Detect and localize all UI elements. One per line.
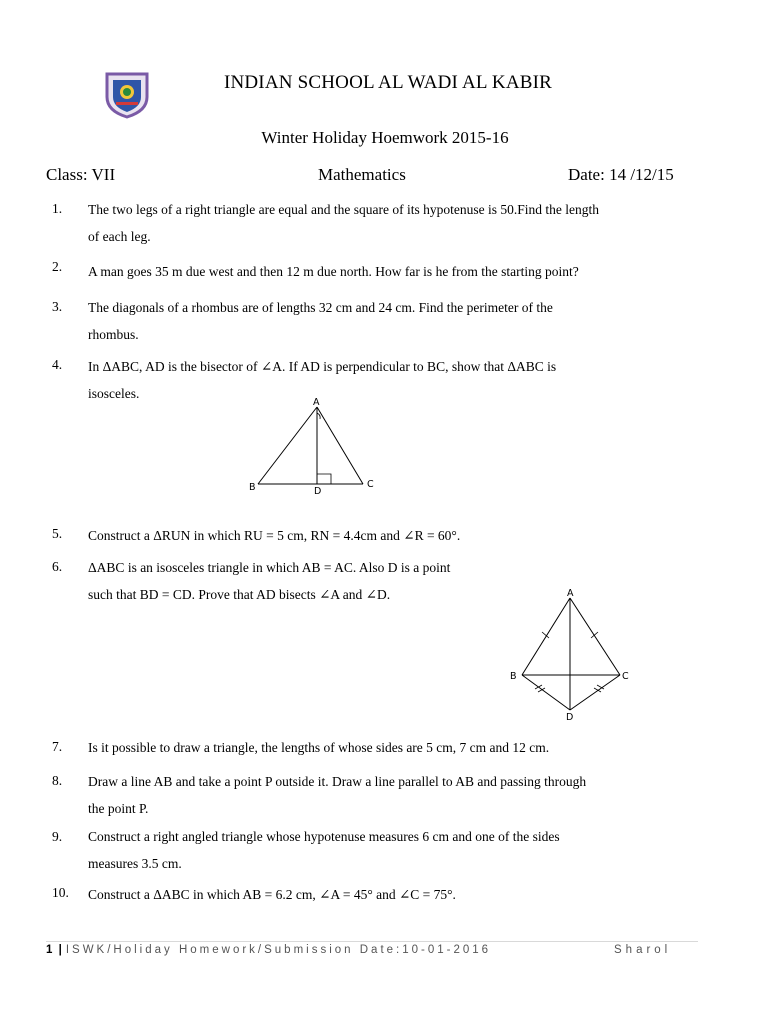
question-line: The diagonals of a rhombus are of lengths 32 cm and 24 cm. Find the perimeter of the bbox=[88, 300, 553, 315]
question-text bbox=[88, 823, 560, 877]
question-number: 10. bbox=[52, 885, 69, 900]
question-line: A man goes 35 m due west and then 12 m due north. How far is he from the starting point? bbox=[88, 264, 579, 279]
question-line: ΔABC is an isosceles triangle in which AB = AC. Also D is a point bbox=[88, 560, 451, 575]
question-text bbox=[88, 258, 579, 285]
side-ab bbox=[258, 407, 317, 484]
question-text bbox=[88, 196, 599, 250]
school-name: INDIAN SCHOOL AL WADI AL KABIR bbox=[223, 72, 553, 93]
vertex-c-label: C bbox=[622, 671, 629, 682]
question-line: such that BD = CD. Prove that AD bisects ∠A and ∠D. bbox=[88, 587, 391, 602]
question-number: 7. bbox=[52, 739, 63, 754]
question-line: Draw a line AB and take a point P outside it. Draw a line parallel to AB and passing through bbox=[88, 774, 587, 789]
question-line: In ΔABC, AD is the bisector of ∠A. If AD is perpendicular to BC, show that ΔABC is bbox=[88, 359, 557, 374]
question-number: 3. bbox=[52, 299, 63, 314]
side-ac bbox=[570, 598, 620, 675]
page-footer bbox=[46, 944, 491, 956]
question-line: measures 3.5 cm. bbox=[88, 856, 182, 871]
question-text bbox=[88, 554, 450, 608]
question-text bbox=[88, 522, 460, 549]
question-line: the point P. bbox=[88, 801, 149, 816]
vertex-b-label: B bbox=[249, 482, 256, 493]
vertex-a-label: A bbox=[567, 588, 574, 599]
question-number: 4. bbox=[52, 357, 63, 372]
vertex-b-label: B bbox=[510, 671, 517, 682]
question-line: The two legs of a right triangle are equal and the square of its hypotenuse is 50.Find the length bbox=[88, 202, 599, 217]
footer-separator: | bbox=[58, 944, 62, 956]
side-ac bbox=[317, 407, 363, 484]
question-number: 5. bbox=[52, 526, 63, 541]
question-text bbox=[88, 294, 553, 348]
question-text bbox=[88, 768, 586, 822]
side-ab bbox=[522, 598, 570, 675]
vertex-d-label: D bbox=[566, 712, 574, 722]
question-line: of each leg. bbox=[88, 229, 151, 244]
right-angle-mark bbox=[317, 474, 331, 484]
side-cd bbox=[570, 675, 620, 710]
question-number: 6. bbox=[52, 559, 63, 574]
vertex-c-label: C bbox=[367, 479, 374, 490]
question-line: rhombus. bbox=[88, 327, 139, 342]
kite-figure bbox=[502, 586, 638, 722]
vertex-a-label: A bbox=[313, 397, 320, 408]
page-number: 1 bbox=[46, 944, 53, 956]
question-text bbox=[88, 881, 456, 908]
question-number: 2. bbox=[52, 259, 63, 274]
question-number: 1. bbox=[52, 201, 63, 216]
footer-text: ISWK/Holiday Homework/Submission Date:10-01-2016 bbox=[65, 944, 492, 956]
question-number: 9. bbox=[52, 829, 63, 844]
question-line: Is it possible to draw a triangle, the lengths of whose sides are 5 cm, 7 cm and 12 cm. bbox=[88, 740, 550, 755]
question-line: Construct a ΔRUN in which RU = 5 cm, RN = 4.4cm and ∠R = 60°. bbox=[88, 528, 461, 543]
question-line: Construct a ΔABC in which AB = 6.2 cm, ∠A = 45° and ∠C = 75°. bbox=[88, 887, 456, 902]
question-number: 8. bbox=[52, 773, 63, 788]
vertex-d-label: D bbox=[314, 486, 322, 497]
triangle-abc-figure bbox=[246, 394, 382, 498]
document-subtitle: Winter Holiday Hoemwork 2015-16 bbox=[261, 128, 509, 147]
subject-label: Mathematics bbox=[318, 165, 406, 184]
side-bd bbox=[522, 675, 570, 710]
class-label: Class: VII bbox=[46, 165, 116, 184]
tick-mark bbox=[591, 632, 598, 638]
footer-author: Sharol bbox=[614, 944, 672, 956]
date-label: Date: 14 /12/15 bbox=[568, 165, 674, 184]
footer-divider bbox=[46, 941, 698, 942]
question-line: Construct a right angled triangle whose hypotenuse measures 6 cm and one of the sides bbox=[88, 829, 560, 844]
question-text bbox=[88, 734, 549, 761]
question-line: isosceles. bbox=[88, 386, 140, 401]
